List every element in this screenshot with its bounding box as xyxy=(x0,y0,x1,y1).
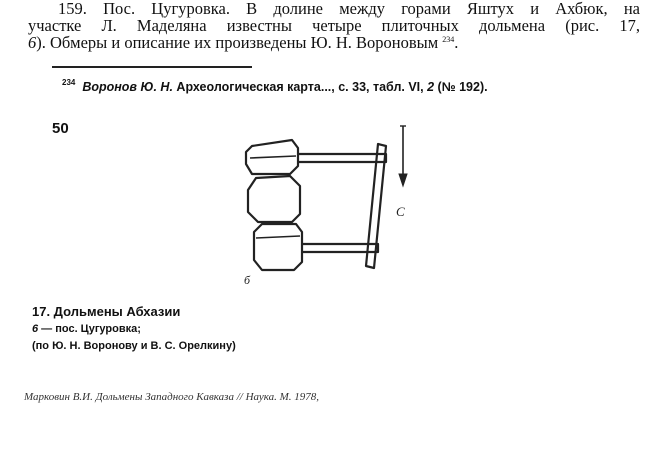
dolmen-plan-drawing xyxy=(228,118,448,288)
side-slab-top xyxy=(298,154,386,162)
footnote-marker: 234 xyxy=(442,35,455,44)
footnote-text-c: (№ 192). xyxy=(434,80,488,94)
footnote-divider xyxy=(52,66,252,68)
stone-block-bottom xyxy=(254,224,302,270)
figure-caption xyxy=(32,303,432,355)
paragraph-line-1: 159. Пос. Цугуровка. В долине между горами Яштух и Ахбюк, на xyxy=(58,0,640,18)
footnote-number: 234 xyxy=(62,78,76,87)
caption-credit: (по Ю. Н. Воронову и В. С. Орелкину) xyxy=(32,340,236,352)
caption-item-text: — пос. Цугуровка; xyxy=(38,323,141,335)
arrow-label: С xyxy=(396,204,405,219)
paragraph-line-3-end: . xyxy=(454,33,459,52)
footnote-author: Воронов Ю. Н. xyxy=(82,80,173,94)
caption-item xyxy=(32,321,432,338)
footnote xyxy=(62,80,582,94)
paragraph-line-3 xyxy=(28,34,640,51)
paragraph-line-3-text: ). Обмеры и описание их произведены Ю. Н. Вороновым xyxy=(36,33,439,52)
dolmen-figure xyxy=(228,118,448,288)
paragraph-line-2: участке Л. Маделяна известны четыре плиточных дольмена (рис. 17, xyxy=(28,16,640,35)
caption-title: 17. Дольмены Абхазии xyxy=(32,304,181,319)
source-citation: Марковин В.И. Дольмены Западного Кавказа // Наука. М. 1978, xyxy=(24,391,320,403)
figure-reference: 6 xyxy=(28,33,37,52)
body-paragraph xyxy=(28,0,640,51)
caption-item-label: 6 xyxy=(32,323,39,335)
footnote-text-a: Археологическая карта..., с. 33, табл. VI, xyxy=(172,80,428,94)
footnote-text-b: 2 xyxy=(427,80,435,94)
panel-label: б xyxy=(244,273,251,287)
stone-block-middle xyxy=(248,176,300,222)
direction-arrow xyxy=(399,126,407,186)
page-number: 50 xyxy=(52,120,69,137)
